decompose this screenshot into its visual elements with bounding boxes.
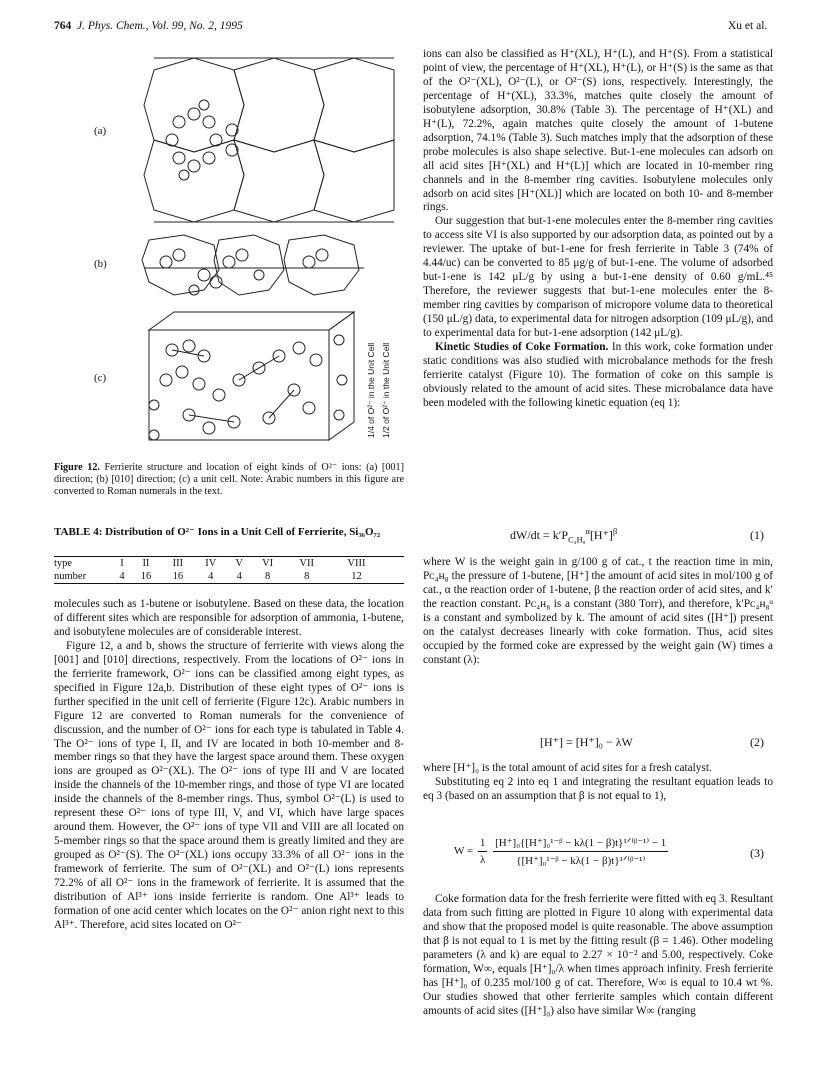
table4-cell: 4 — [208, 571, 214, 582]
equation-3: W = $\frac{1}{\lambda}$ $\frac{\text{[H⁺]₀\{[H⁺]₀¹⁻ᵝ − kλ(1 − β)t\}¹ᐟ⁽ᵝ⁻¹⁾ − 1}}{\text{\{[H⁺]₀¹⁻ᵝ − kλ(1 − β)t\}¹ᐟ⁽ᵝ⁻¹⁾}}$ — [454, 837, 667, 867]
table4-cell: 4 — [236, 571, 242, 582]
paragraph: molecules such as 1-butene or isobutylene. Based on these data, the location of different sites which are responsible for adsorption of ammonia, 1-butene, and isobutylene molecules are of considerable interest. — [54, 598, 404, 638]
table4-cell: IV — [205, 558, 217, 569]
paragraph: Coke formation data for the fresh ferrierite were fitted with eq 3. Resultant data from such fitting are plotted in Figure 10 along with experimental data and show that the proposed model is quite reasonable. The above assumption that β is not equal to 1 is met by the fitting result (β = 1.46). Other modeling parameters (λ and k) are equal to 2.27 × 10⁻² and 5.00, respectively. Coke formation, W∞, equals [H⁺]₀/λ when times approach infinity. Fresh ferrierite has [H⁺]₀ of 0.235 mol/100 g of cat. Therefore, W∞ is equal to 10.4 wt %. Our studies showed that other ferrierite samples which contain different amounts of acid sites ([H⁺]₀) also have similar W∞ (ranging — [423, 893, 773, 1017]
panel-label-a: (a) — [94, 125, 107, 137]
figure-12 — [54, 50, 414, 460]
left-column — [54, 598, 404, 933]
panel-label-c: (c) — [94, 372, 107, 384]
table4-cell: V — [235, 558, 243, 569]
panel-label-b: (b) — [94, 258, 107, 270]
table4 — [54, 556, 404, 584]
table4-row-number: number 4 16 16 4 4 8 8 12 — [54, 570, 384, 583]
table4-cell: VI — [262, 558, 274, 569]
paragraph: Figure 12, a and b, shows the structure of ferrierite with views along the [001] and [010] directions, respectively. From the locations of O²⁻ ions in the ferrierite framework, O²⁻ ions can be classified among eight types, as specified in Figure 12a,b. Distribution of these eight types of O²⁻ ions is further specified in the unit cell of ferrierite (Figure 12c). Arabic numbers in Figure 12 are converted to Roman numerals for the convenience of discussion, and the number of O²⁻ ions for each type is tabulated in Table 4. The O²⁻ ions of type I, II, and IV are located in both 10-member and 8-member rings so that they have the largest space around them. These oxygen ions are grouped as O²⁻(XL). The O²⁻ ions of type III and V are located inside the channels of the 10-member rings, and those of type VI are located inside the channels of the 8-member rings. Thus, symbol O²⁻(L) is used to represent these O²⁻ ions of type III, V, and VI, which have large spaces around them. However, the O²⁻ ions of type VII and VIII are all located on 5-member rings so that the space around them is greatly limited and they are grouped as O²⁻(S). The O²⁻(XL) ions occupy 33.3% of all O²⁻ ions in the framework of ferrierite. The sum of O²⁻(XL) and O²⁻(L) ions represents 72.2% of all O²⁻ ions in the framework of ferrierite. It is assumed that the distribution of Al³⁺ ions inside ferrierite is random. One Al³⁺ leads to formation of one acid center which locates on the O²⁻ anion right next to this Al³⁺. Therefore, acid sites located on O²⁻ — [54, 639, 404, 931]
equation-1-number: (1) — [750, 528, 764, 542]
eq3-numerator: [H⁺]₀{[H⁺]₀¹⁻ᵝ − kλ(1 − β)t}¹ᐟ⁽ᵝ⁻¹⁾ − 1 — [493, 836, 668, 852]
table4-title: TABLE 4: Distribution of O²⁻ Ions in a Unit Cell of Ferrierite, Si₃₆O₇₂ — [54, 526, 381, 538]
table4-cell: 8 — [265, 571, 271, 582]
right-column — [423, 48, 773, 411]
equation-1: $dW/dt = k'P_{C_4H_8}^\alpha[H^+]^\beta$ — [510, 527, 618, 545]
caption-head: Figure 12. — [54, 462, 100, 473]
table4-cell: III — [172, 558, 184, 569]
panel-b-framework — [142, 235, 364, 295]
paragraph-kinetic — [423, 341, 773, 411]
equation-2-number: (2) — [750, 735, 764, 749]
table4-cell: 8 — [304, 571, 310, 582]
equation-3-number: (3) — [750, 846, 764, 860]
table4-cell: I — [120, 558, 124, 569]
paragraph: where [H⁺]₀ is the total amount of acid sites for a fresh catalyst. — [423, 762, 712, 774]
running-header-right: Xu et al. — [728, 20, 768, 32]
figure-caption — [54, 462, 404, 498]
running-header-left: 764 J. Phys. Chem., Vol. 99, No. 2, 1995 — [54, 20, 243, 32]
ferrierite-structure-drawing — [54, 50, 414, 460]
table4-cell: II — [142, 558, 150, 569]
table4-cell: VIII — [347, 558, 366, 569]
caption-text: Ferrierite structure and location of eight kinds of O²⁻ ions: (a) [001] direction; (b) [010] direction; (c) a unit cell. Note: Arabic numbers in this figure are converted to Roman numerals in the text. — [54, 462, 404, 497]
eq3-denominator: {[H⁺]₀¹⁻ᵝ − kλ(1 − β)t}¹ᐟ⁽ᵝ⁻¹⁾ — [516, 855, 646, 867]
paragraph: Our suggestion that but-1-ene molecules enter the 8-member ring cavities to access site VI is also supported by our adsorption data, as pointed out by a reviewer. The uptake of but-1-ene for fresh ferrierite in Table 3 (74% of 4.44/uc) can be converted to 85 μg/g of but-1-ene. The volume of adsorbed but-1-ene is 142 μL/g by using a but-1-ene density of 0.60 g/mL.⁴⁵ Therefore, the reviewer suggests that but-1-ene molecules enter the 8-member ring cavities by comparison of micropore volume data to theoretical (150 μL/g) data, to experimental data for nitrogen adsorption (109 μL/g), and to experimental data for but-1-ene adsorption (142 μL/g). — [423, 215, 773, 340]
table4-cell: 16 — [140, 571, 152, 582]
equation-2: [H⁺] = [H⁺]₀ − λW — [540, 735, 633, 749]
paragraph: Substituting eq 2 into eq 1 and integrating the resultant equation leads to eq 3 (based on an assumption that β is not equal to 1), — [423, 775, 773, 802]
side-label-half: 1/2 of O²⁻ in the Unit Cell — [381, 342, 391, 438]
table4-cell: 12 — [351, 571, 362, 582]
right-column-lower — [423, 762, 773, 804]
section-head: Kinetic Studies of Coke Formation. — [435, 341, 609, 354]
right-column-mid — [423, 556, 773, 668]
paragraph-text: In this work, coke formation under static conditions was also studied with microbalance methods for the fresh ferrierite catalyst (Figure 10). The formation of coke on this sample is obviously related to the amount of acid sites. These microbalance data have been modeled with the following kinetic equation (eq 1): — [423, 341, 773, 409]
table4-cell: 16 — [172, 571, 184, 582]
table4-row-type: type I II III IV V VI VII VIII — [54, 557, 384, 570]
table4-cell: 4 — [119, 571, 125, 582]
side-label-quarter: 1/4 of O²⁻ in the Unit Cell — [366, 342, 376, 438]
panel-a-framework — [144, 58, 394, 222]
paragraph: ions can also be classified as H⁺(XL), H⁺(L), and H⁺(S). From a statistical point of view, the percentage of H⁺(XL), H⁺(L), or H⁺(S) is the same as that of the O²⁻(XL), O²⁻(L), or O²⁻(S) ions, respectively. Interestingly, the percentage of H⁺(XL), 33.3%, matches quite closely the amount of isobutylene adsorption, 30.8% (Table 3). The percentage of H⁺(XL) and H⁺(L), 72.2%, again matches quite closely the amount of 1-butene adsorption, 74.1% (Table 3). Such matches imply that the adsorption of these probe molecules is also shape selective. But-1-ene molecules can adsorb on all acid sites [H⁺(XL) and H⁺(L)] which are located in 10-member ring channels and in the 8-member ring cavities. Isobutylene molecules only adsorb on acid sites [H⁺(XL)] which are located on both 10- and 8-member rings. — [423, 48, 773, 214]
table4-cell: VII — [299, 558, 314, 569]
right-column-bottom — [423, 893, 773, 1019]
paragraph: where W is the weight gain in g/100 g of cat., t the reaction time in min, Pᴄ₄ʜ₈ the pressure of 1-butene, [H⁺] the amount of acid sites in mol/100 g of cat., α the reaction order of 1-butene, β the reaction order of acid sites, and k′ the reaction constant. Pᴄ₄ʜ₈ is a constant (380 Torr), and therefore, k′Pᴄ₄ʜ₈ᵅ is a constant and symbolized by k. The amount of acid sites ([H⁺]) present on the catalyst decreases linearly with coke formation. Thus, acid sites occupied by the formed coke are expressed by the weight gain (W) times a constant (λ): — [423, 556, 773, 666]
panel-c-unit-cell — [149, 312, 354, 440]
